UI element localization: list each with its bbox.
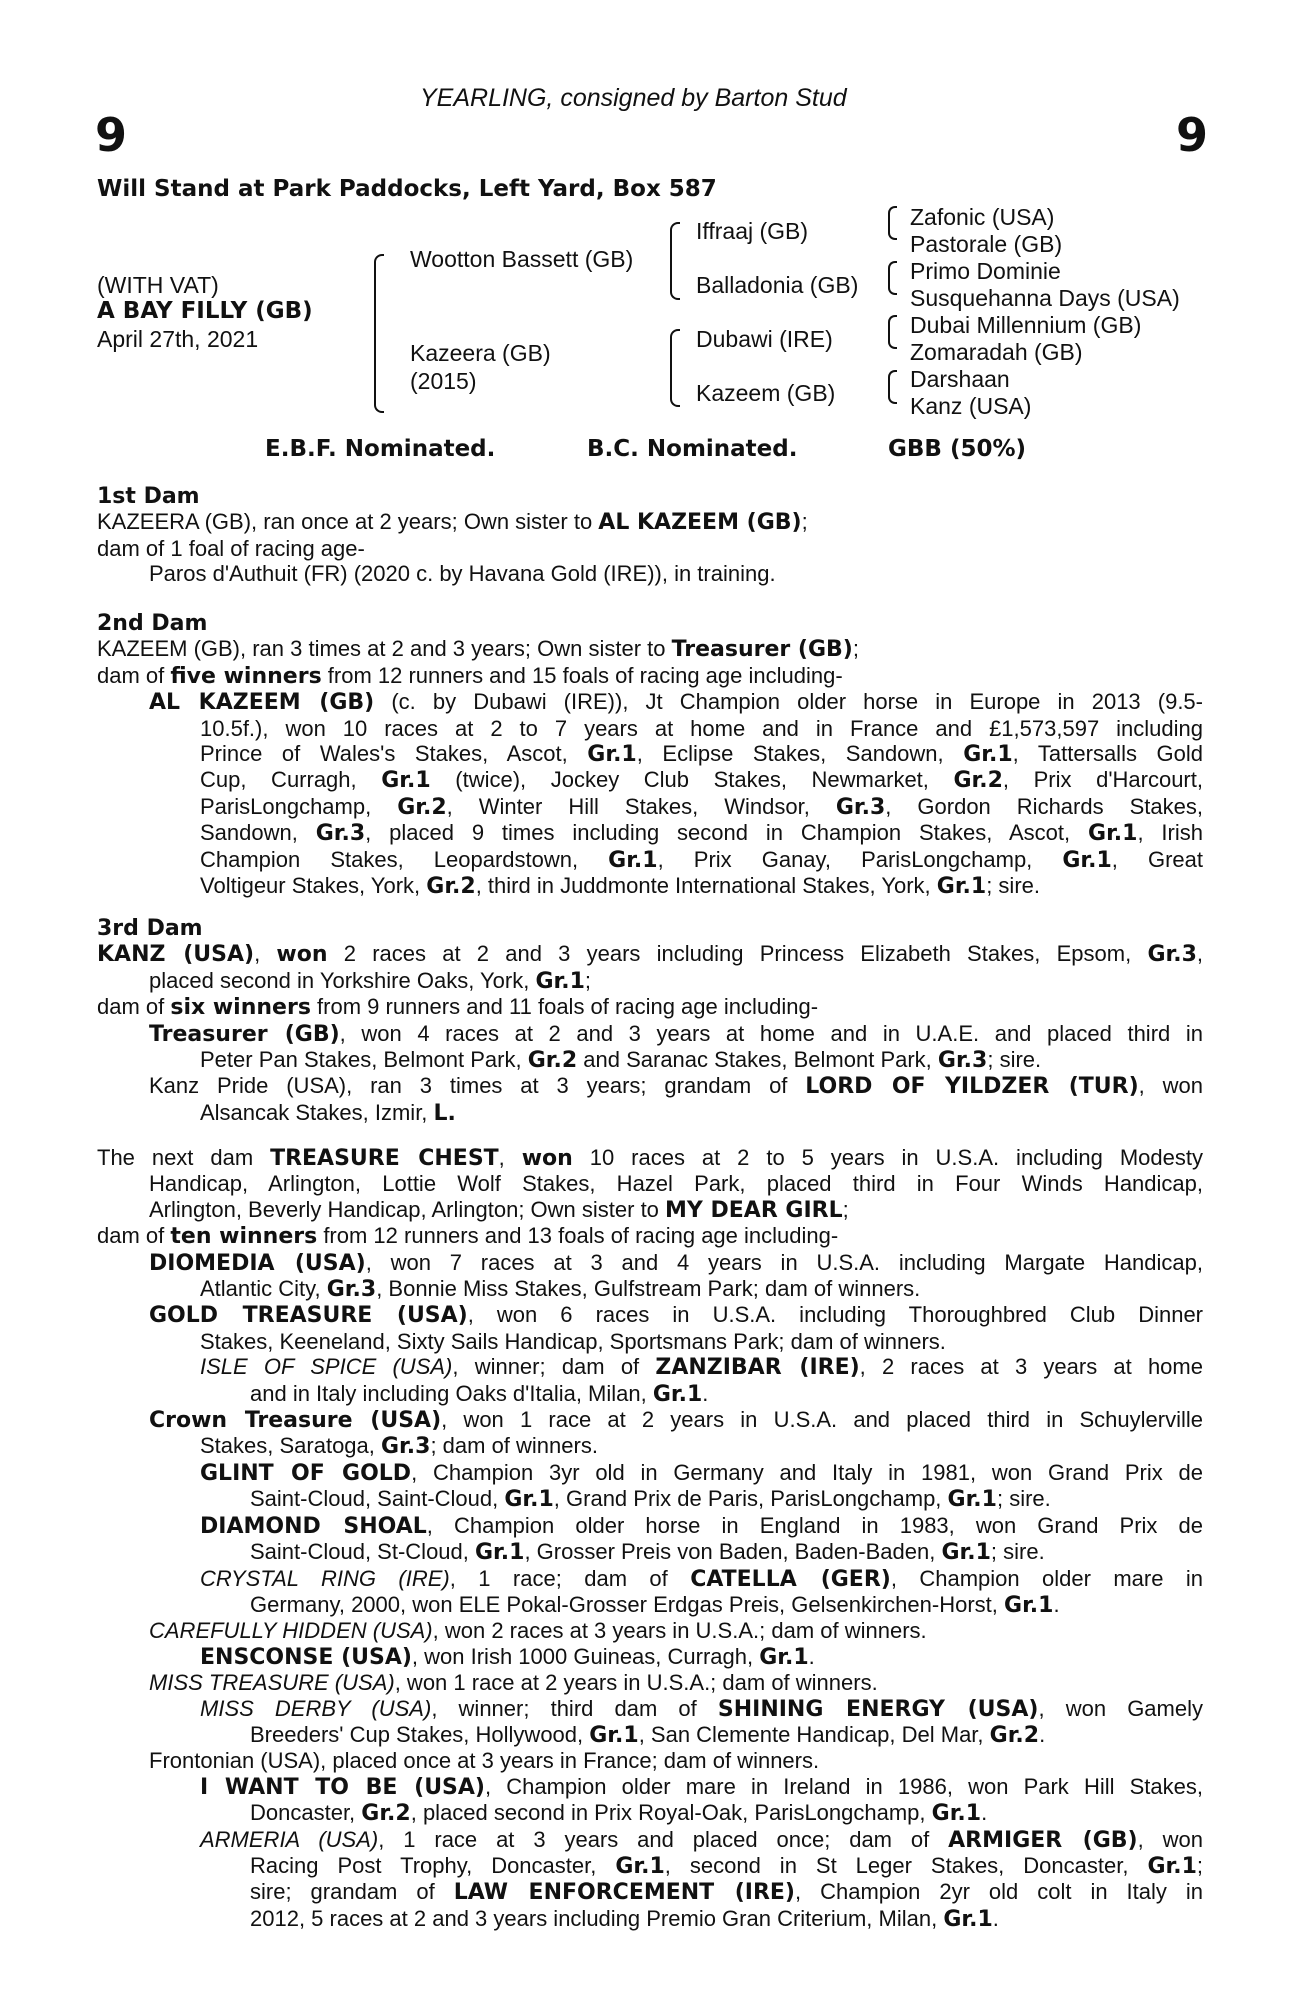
- sire: Wootton Bassett (GB): [410, 246, 634, 272]
- third-dam-line: placed second in Yorkshire Oaks, York, Gr.1;: [149, 967, 592, 994]
- pedigree-brace-3c: [888, 315, 897, 349]
- produce-isle-of-spice: ISLE OF SPICE (USA), winner; dam of ZANZIBAR (IRE), 2 races at 3 years at home: [200, 1354, 1203, 1381]
- produce-line: Alsancak Stakes, Izmir, L.: [200, 1099, 456, 1126]
- gg-7: Darshaan: [910, 366, 1010, 392]
- horse-name: A BAY FILLY (GB): [97, 298, 313, 324]
- foaling-date: April 27th, 2021: [97, 326, 259, 352]
- produce-gold-treasure: GOLD TREASURE (USA), won 6 races in U.S.A. including Thoroughbred Club Dinner: [149, 1302, 1203, 1329]
- produce-line: 10.5f.), won 10 races at 2 to 7 years at home and in France and £1,573,597 including: [200, 715, 1203, 741]
- pedigree-brace-3d: [888, 370, 897, 404]
- produce-line: ParisLongchamp, Gr.2, Winter Hill Stakes, Windsor, Gr.3, Gordon Richards Stakes,: [200, 793, 1203, 820]
- produce-line: Saint-Cloud, Saint-Cloud, Gr.1, Grand Prix de Paris, ParisLongchamp, Gr.1; sire.: [250, 1486, 1051, 1513]
- pedigree-brace-2a: [670, 222, 680, 300]
- produce-kanz-pride: Kanz Pride (USA), ran 3 times at 3 years; grandam of LORD OF YILDZER (TUR), won: [149, 1073, 1203, 1100]
- gg-1: Zafonic (USA): [910, 204, 1055, 230]
- dam-year: (2015): [410, 368, 477, 394]
- sire-dam: Balladonia (GB): [696, 272, 859, 298]
- produce-line: Racing Post Trophy, Doncaster, Gr.1, second in St Leger Stakes, Doncaster, Gr.1;: [250, 1852, 1203, 1879]
- pedigree-brace-3b: [888, 261, 897, 295]
- produce-line: 2012, 5 races at 2 and 3 years including Premio Gran Criterium, Milan, Gr.1.: [250, 1905, 999, 1932]
- produce-al-kazeem: AL KAZEEM (GB) (c. by Dubawi (IRE)), Jt Champion older horse in Europe in 2013 (9.5-: [149, 689, 1203, 716]
- produce-glint-of-gold: GLINT OF GOLD, Champion 3yr old in Germany and Italy in 1981, won Grand Prix de: [200, 1459, 1203, 1486]
- gg-5: Dubai Millennium (GB): [910, 312, 1142, 338]
- produce-i-want-to-be: I WANT TO BE (USA), Champion older mare in Ireland in 1986, won Park Hill Stakes,: [200, 1773, 1204, 1800]
- next-dam-line: The next dam TREASURE CHEST, won 10 races at 2 to 5 years in U.S.A. including Modesty: [97, 1145, 1203, 1171]
- next-dam-line: Handicap, Arlington, Lottie Wolf Stakes, Hazel Park, placed third in Four Winds Handicap,: [149, 1171, 1203, 1197]
- pedigree-brace-2b: [670, 329, 680, 407]
- ebf-nomination: E.B.F. Nominated.: [265, 436, 496, 462]
- produce-frontonian: Frontonian (USA), placed once at 3 years in France; dam of winners.: [149, 1748, 820, 1774]
- produce-carefully-hidden: CAREFULLY HIDDEN (USA), won 2 races at 3 years in U.S.A.; dam of winners.: [149, 1618, 927, 1644]
- first-dam-produce: Paros d'Authuit (FR) (2020 c. by Havana Gold (IRE)), in training.: [149, 561, 776, 587]
- produce-ensconse: ENSCONSE (USA), won Irish 1000 Guineas, Curragh, Gr.1.: [200, 1643, 815, 1670]
- produce-line: Doncaster, Gr.2, placed second in Prix Royal-Oak, ParisLongchamp, Gr.1.: [250, 1800, 988, 1827]
- produce-armeria: ARMERIA (USA), 1 race at 3 years and placed once; dam of ARMIGER (GB), won: [200, 1826, 1203, 1853]
- produce-line: Prince of Wales's Stakes, Ascot, Gr.1, Eclipse Stakes, Sandown, Gr.1, Tattersalls Gold: [200, 741, 1203, 768]
- third-dam-line: KANZ (USA), won 2 races at 2 and 3 years including Princess Elizabeth Stakes, Epsom, Gr.3,: [97, 941, 1203, 968]
- bc-nomination: B.C. Nominated.: [587, 436, 798, 462]
- produce-line: Cup, Curragh, Gr.1 (twice), Jockey Club Stakes, Newmarket, Gr.2, Prix d'Harcourt,: [200, 767, 1203, 794]
- produce-miss-treasure: MISS TREASURE (USA), won 1 race at 2 years in U.S.A.; dam of winners.: [149, 1670, 878, 1696]
- third-dam-title: 3rd Dam: [97, 916, 203, 941]
- produce-line: sire; grandam of LAW ENFORCEMENT (IRE), Champion 2yr old colt in Italy in: [250, 1879, 1204, 1906]
- next-dam-foals: dam of ten winners from 12 runners and 13 foals of racing age including-: [97, 1223, 839, 1250]
- produce-line: Germany, 2000, won ELE Pokal-Grosser Erdgas Preis, Gelsenkirchen-Horst, Gr.1.: [250, 1591, 1060, 1618]
- produce-line: Stakes, Keeneland, Sixty Sails Handicap, Sportsmans Park; dam of winners.: [200, 1328, 946, 1354]
- sire-sire: Iffraaj (GB): [696, 218, 809, 244]
- first-dam-line: KAZEERA (GB), ran once at 2 years; Own sister to AL KAZEEM (GB);: [97, 509, 808, 536]
- lot-number-left: 9: [95, 108, 128, 162]
- produce-line: Breeders' Cup Stakes, Hollywood, Gr.1, San Clemente Handicap, Del Mar, Gr.2.: [250, 1721, 1046, 1748]
- first-dam-foals: dam of 1 foal of racing age-: [97, 535, 365, 561]
- consignment-header: YEARLING, consigned by Barton Stud: [420, 84, 847, 112]
- gg-3: Primo Dominie: [910, 258, 1061, 284]
- first-dam-section: [97, 484, 1203, 587]
- produce-crown-treasure: Crown Treasure (USA), won 1 race at 2 years in U.S.A. and placed third in Schuylerville: [149, 1407, 1203, 1434]
- vat-label: (WITH VAT): [97, 272, 219, 298]
- stand-location: Will Stand at Park Paddocks, Left Yard, Box 587: [97, 176, 717, 202]
- next-dam-line: Arlington, Beverly Handicap, Arlington; Own sister to MY DEAR GIRL;: [149, 1196, 849, 1223]
- gg-8: Kanz (USA): [910, 393, 1032, 419]
- gg-2: Pastorale (GB): [910, 231, 1063, 257]
- produce-treasurer: Treasurer (GB), won 4 races at 2 and 3 years at home and in U.A.E. and placed third in: [149, 1020, 1203, 1047]
- gg-6: Zomaradah (GB): [910, 339, 1083, 365]
- produce-line: and in Italy including Oaks d'Italia, Milan, Gr.1.: [250, 1380, 709, 1407]
- second-dam-section: [97, 611, 1203, 899]
- pedigree-brace-3a: [888, 206, 897, 240]
- dam-sire: Dubawi (IRE): [696, 326, 833, 352]
- dam-dam: Kazeem (GB): [696, 380, 836, 406]
- produce-line: Sandown, Gr.3, placed 9 times including second in Champion Stakes, Ascot, Gr.1, Irish: [200, 820, 1203, 847]
- produce-diamond-shoal: DIAMOND SHOAL, Champion older horse in England in 1983, won Grand Prix de: [200, 1512, 1203, 1539]
- third-dam-foals: dam of six winners from 9 runners and 11 foals of racing age including-: [97, 994, 819, 1021]
- produce-line: Atlantic City, Gr.3, Bonnie Miss Stakes, Gulfstream Park; dam of winners.: [200, 1276, 921, 1303]
- third-dam-section: [97, 916, 1203, 1126]
- produce-line: Saint-Cloud, St-Cloud, Gr.1, Grosser Preis von Baden, Baden-Baden, Gr.1; sire.: [250, 1539, 1045, 1566]
- second-dam-line: KAZEEM (GB), ran 3 times at 2 and 3 years; Own sister to Treasurer (GB);: [97, 636, 859, 663]
- gg-4: Susquehanna Days (USA): [910, 285, 1180, 311]
- lot-number-right: 9: [1176, 108, 1209, 162]
- second-dam-title: 2nd Dam: [97, 611, 208, 636]
- next-dam-section: [97, 1145, 1203, 1932]
- dam: Kazeera (GB): [410, 340, 551, 366]
- produce-line: Peter Pan Stakes, Belmont Park, Gr.2 and Saranac Stakes, Belmont Park, Gr.3; sire.: [200, 1047, 1042, 1074]
- produce-line: Champion Stakes, Leopardstown, Gr.1, Prix Ganay, ParisLongchamp, Gr.1, Great: [200, 846, 1203, 873]
- second-dam-foals: dam of five winners from 12 runners and 15 foals of racing age including-: [97, 662, 843, 689]
- pedigree-brace-1: [374, 254, 384, 413]
- produce-diomedia: DIOMEDIA (USA), won 7 races at 3 and 4 years in U.S.A. including Margate Handicap,: [149, 1249, 1203, 1276]
- produce-line: Stakes, Saratoga, Gr.3; dam of winners.: [200, 1433, 598, 1460]
- produce-miss-derby: MISS DERBY (USA), winner; third dam of SHINING ENERGY (USA), won Gamely: [200, 1695, 1203, 1722]
- produce-crystal-ring: CRYSTAL RING (IRE), 1 race; dam of CATELLA (GER), Champion older mare in: [200, 1565, 1204, 1592]
- produce-line: Voltigeur Stakes, York, Gr.2, third in Juddmonte International Stakes, York, Gr.1; sire.: [200, 873, 1040, 900]
- first-dam-title: 1st Dam: [97, 484, 200, 509]
- gbb-label: GBB (50%): [888, 436, 1027, 462]
